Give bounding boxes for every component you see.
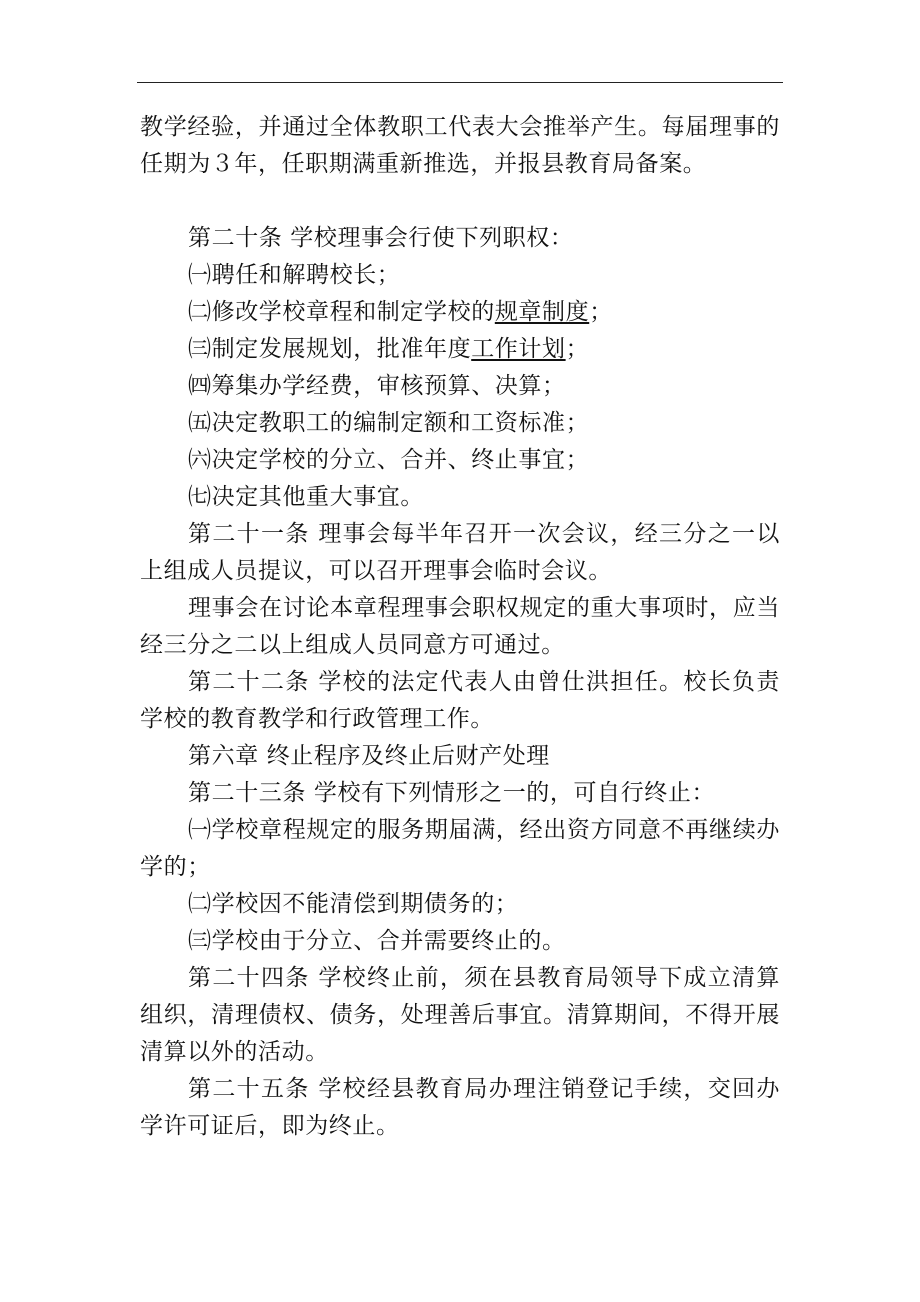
rules-link[interactable]: 规章制度	[494, 299, 590, 325]
article-23-heading: 第二十三条 学校有下列情形之一的，可自行终止：	[188, 780, 716, 806]
article-20-item-2	[140, 294, 780, 331]
article-20-item-7: ㈦决定其他重大事宜。	[188, 484, 424, 510]
article-25: 第二十五条 学校经县教育局办理注销登记手续，交回办学许可证后，即为终止。	[140, 1076, 780, 1139]
header-rule	[137, 82, 783, 83]
article-22: 第二十二条 学校的法定代表人由曾仕洪担任。校长负责学校的教育教学和行政管理工作。	[140, 669, 780, 732]
item-3-text: ㈢制定发展规划，批准年度	[188, 336, 472, 362]
article-21-clause-2: 理事会在讨论本章程理事会职权规定的重大事项时，应当经三分之二以上组成人员同意方可通过。	[140, 595, 780, 658]
article-20-item-5: ㈤决定教职工的编制定额和工资标准；	[188, 410, 590, 436]
article-24: 第二十四条 学校终止前，须在县教育局领导下成立清算组织，清理债权、债务，处理善后事宜。清算期间，不得开展清算以外的活动。	[140, 965, 780, 1065]
article-20-item-6: ㈥决定学校的分立、合并、终止事宜；	[188, 447, 590, 473]
chapter-6-heading: 第六章 终止程序及终止后财产处理	[188, 743, 550, 769]
article-23-item-2: ㈡学校因不能清偿到期债务的；	[188, 891, 519, 917]
article-21: 第二十一条 理事会每半年召开一次会议，经三分之一以上组成人员提议，可以召开理事会临时会议。	[140, 521, 780, 584]
article-20-item-3	[140, 331, 780, 368]
article-20-item-1: ㈠聘任和解聘校长；	[188, 262, 401, 288]
document-body	[140, 109, 780, 1145]
work-plan-link[interactable]: 工作计划	[471, 336, 566, 362]
item-2-punct: ；	[589, 299, 613, 325]
article-23-item-1: ㈠学校章程规定的服务期届满，经出资方同意不再继续办学的；	[140, 817, 780, 880]
paragraph-continuation: 教学经验，并通过全体教职工代表大会推举产生。每届理事的任期为３年，任职期满重新推选，并报县教育局备案。	[140, 114, 780, 177]
item-3-punct: ；	[565, 336, 590, 362]
item-2-text: ㈡修改学校章程和制定学校的	[188, 299, 495, 325]
article-20-heading: 第二十条 学校理事会行使下列职权：	[188, 225, 574, 251]
paragraph-gap	[140, 183, 780, 220]
article-23-item-3: ㈢学校由于分立、合并需要终止的。	[188, 928, 566, 954]
article-20-item-4: ㈣筹集办学经费，审核预算、决算；	[188, 373, 566, 399]
